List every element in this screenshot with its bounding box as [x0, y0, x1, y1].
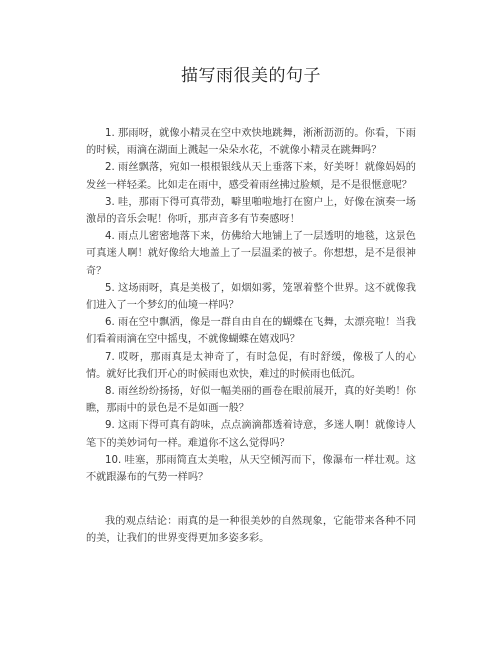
sentence-3: 3. 哇，那雨下得可真带劲，噼里啪啦地打在窗户上，好像在演奏一场激昂的音乐会呢！你听，那声音多有节奏感呀！ — [86, 196, 416, 226]
conclusion-section — [86, 513, 416, 547]
sentence-10: 10. 哇塞，那雨简直太美啦，从天空倾泻而下，像瀑布一样壮观。这不就跟瀑布的气势一样吗？ — [86, 454, 416, 484]
sentence-7: 7. 哎呀，那雨真是太神奇了，有时急促，有时舒缓，像极了人的心情。就好比我们开心的时候雨也欢快，难过的时候雨也低沉。 — [86, 351, 416, 380]
sentence-2: 2. 雨丝飘落，宛如一根根银线从天上垂落下来，好美呀！就像妈妈的发丝一样轻柔。比如走在雨中，感受着雨丝拂过脸颊，是不是很惬意呢？ — [86, 162, 416, 191]
sentence-6: 6. 雨在空中飘洒，像是一群自由自在的蝴蝶在飞舞，太漂亮啦！当我们看着雨滴在空中摇曳，不就像蝴蝶在嬉戏吗？ — [86, 317, 416, 346]
sentence-list — [86, 125, 416, 486]
sentence-1: 1. 那雨呀，就像小精灵在空中欢快地跳舞，淅淅沥沥的。你看，下雨的时候，雨滴在湖面上溅起一朵朵水花，不就像小精灵在跳舞吗？ — [86, 128, 416, 157]
sentence-4: 4. 雨点儿密密地落下来，仿佛给大地铺上了一层透明的地毯，这景色可真迷人啊！就好像给大地盖上了一层温柔的被子。你想想，是不是很神奇？ — [86, 231, 416, 277]
conclusion-paragraph: 我的观点结论：雨真的是一种很美妙的自然现象，它能带来各种不同的美，让我们的世界变得更加多姿多彩。 — [86, 516, 416, 545]
sentence-9: 9. 这雨下得可真有韵味，点点滴滴都透着诗意，多迷人啊！就像诗人笔下的美妙词句一样。难道你不这么觉得吗？ — [86, 420, 416, 449]
document-title: 描写雨很美的句子 — [181, 66, 321, 86]
sentence-5: 5. 这场雨呀，真是美极了，如烟如雾，笼罩着整个世界。这不就像我们进入了一个梦幻的仙境一样吗？ — [86, 282, 416, 312]
sentence-8: 8. 雨丝纷纷扬扬，好似一幅美丽的画卷在眼前展开，真的好美哟！你瞧，那雨中的景色是不是如画一般？ — [86, 386, 416, 415]
